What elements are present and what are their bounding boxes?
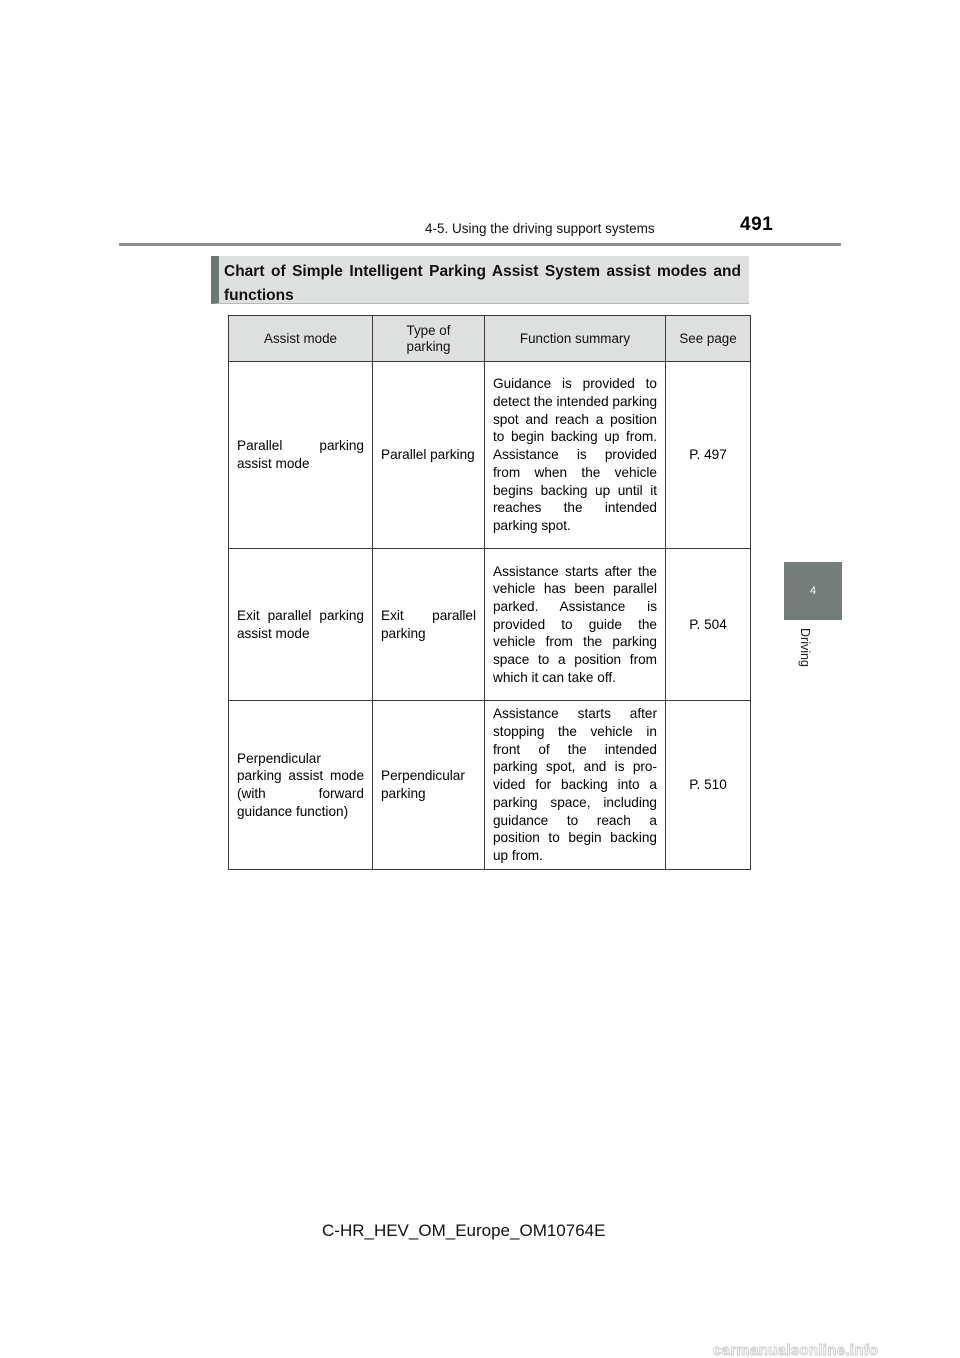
column-header-see-page: See page — [666, 316, 751, 362]
chapter-tab-number: 4 — [809, 585, 817, 597]
header-section-title: 4-5. Using the driving support systems — [425, 221, 655, 236]
column-header-assist-mode: Assist mode — [229, 316, 373, 362]
chapter-tab — [784, 562, 842, 620]
cell-see-page: P. 504 — [666, 549, 751, 701]
cell-type-of-parking: Parallel parking — [373, 362, 485, 549]
column-header-function-summary: Function summary — [485, 316, 666, 362]
table-row — [229, 549, 751, 701]
assist-modes-table — [228, 315, 751, 870]
table-row — [229, 701, 751, 870]
cell-type-of-parking: Perpendicular parking — [373, 701, 485, 870]
document-id: C-HR_HEV_OM_Europe_OM10764E — [322, 1221, 606, 1240]
cell-see-page: P. 497 — [666, 362, 751, 549]
column-header-type-of-parking: Type of parking — [373, 316, 485, 362]
page-number: 491 — [740, 214, 774, 235]
table-header-row — [229, 316, 751, 362]
cell-assist-mode: Parallel parking assist mode — [229, 362, 373, 549]
table-row — [229, 362, 751, 549]
watermark-logo — [713, 1343, 953, 1357]
cell-assist-mode: Perpendicular parking assist mode (with forward guidance function) — [229, 701, 373, 870]
cell-type-of-parking: Exit parallel parking — [373, 549, 485, 701]
cell-function-summary: Guidance is provided to detect the intended parking spot and reach a position to begin backing up from. Assistance is provided from when the vehicle begins backing up until it reaches the intended parking spot. — [485, 362, 666, 549]
watermark-text: carmanualsonline.info — [713, 1343, 879, 1357]
cell-function-summary: Assistance starts after stopping the vehicle in front of the intended parking spot, and is provided for backing into a parking space, including guidance to reach a position to begin backing up from. — [485, 701, 666, 870]
cell-see-page: P. 510 — [666, 701, 751, 870]
section-heading: Chart of Simple Intelligent Parking Assist System assist modes and functions — [211, 256, 749, 304]
cell-assist-mode: Exit parallel parking assist mode — [229, 549, 373, 701]
header-divider — [119, 243, 841, 246]
cell-function-summary: Assistance starts after the vehicle has been parallel parked. Assistance is provided to guide the vehicle from the parking space to a position from which it can take off. — [485, 549, 666, 701]
chapter-tab-label: Driving — [798, 628, 812, 667]
